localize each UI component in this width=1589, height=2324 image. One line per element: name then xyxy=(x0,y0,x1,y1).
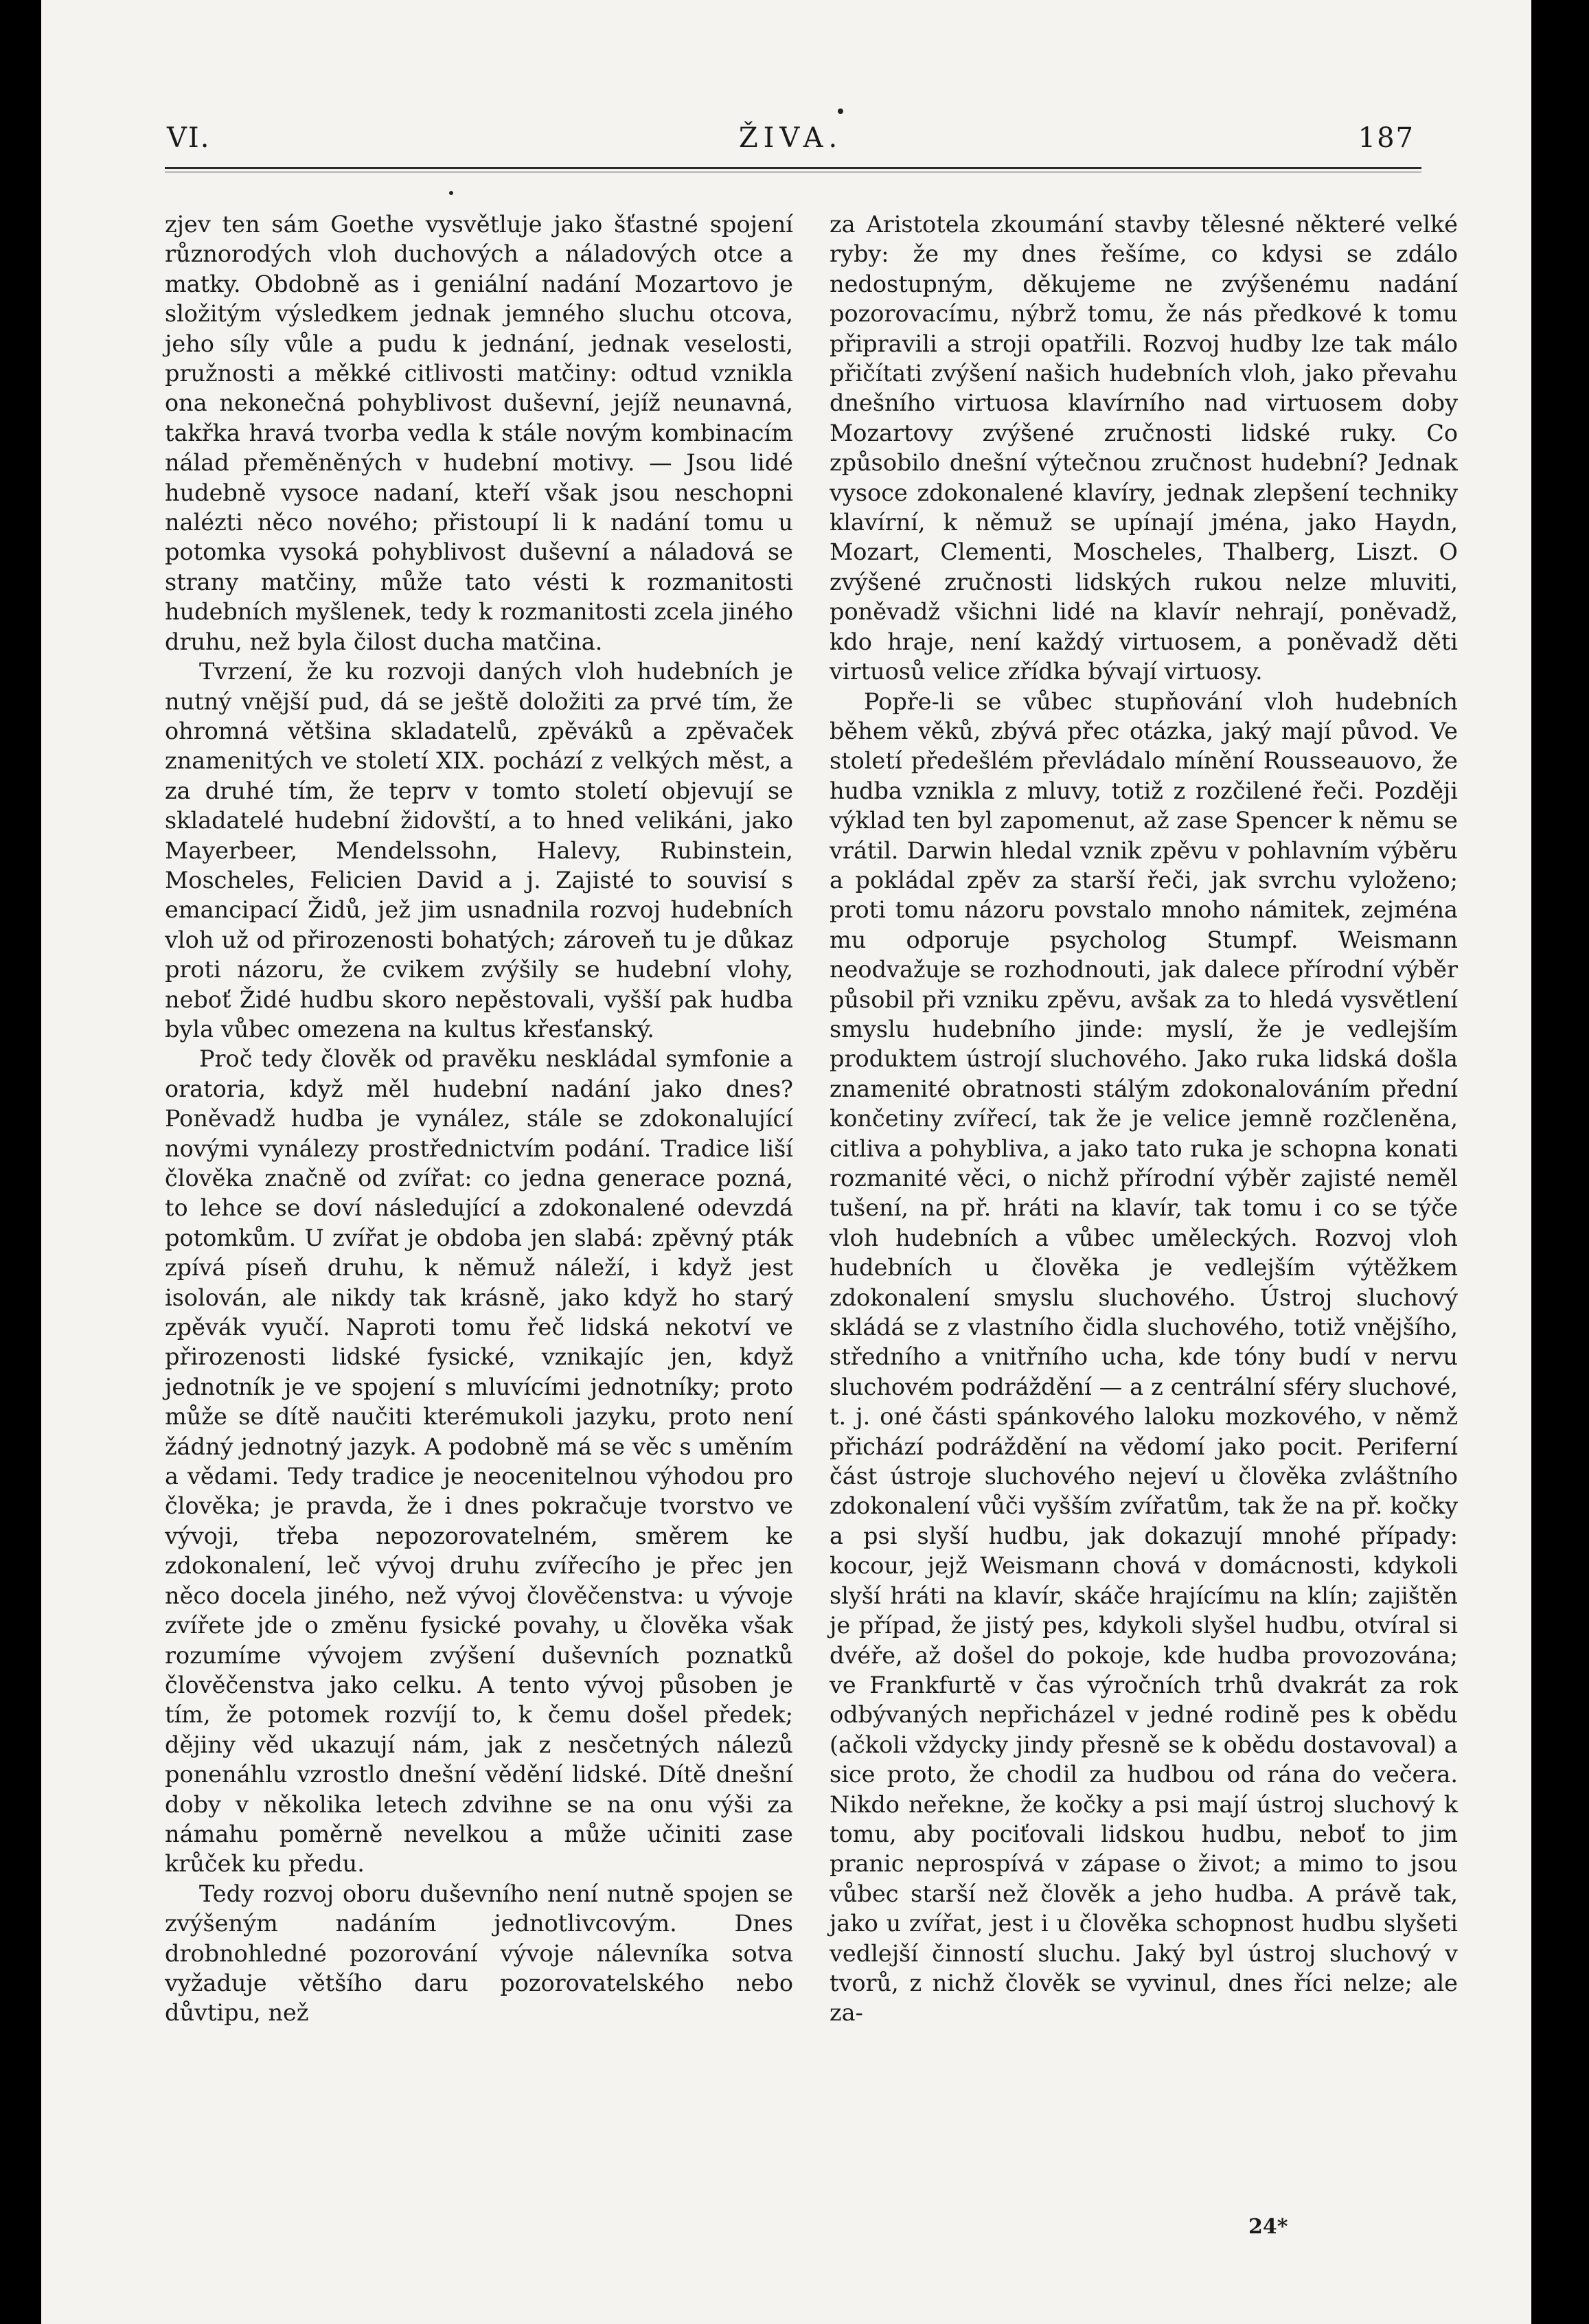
paragraph: zjev ten sám Goethe vysvětluje jako šťastné spojení různorodých vloh duchových a náladových otce a matky. Obdobně as i geniální nadání Mozartovo je složitým výsledkem jednak jemného sluchu otcova, jeho síly vůle a pudu k jednání, jednak veselosti, pružnosti a měkké citlivosti matčiny: odtud vznikla ona nekonečná pohyblivost duševní, jejíž neunavná, takřka hravá tvorba vedla k stále novým kombinacím nálad přeměněných v hudební motivy. — Jsou lidé hudebně vysoce nadaní, kteří však jsou neschopni nalézti něco nového; přistoupí li k nadání tomu u potomka vysoká pohyblivost duševní a náladová se strany matčiny, může tato vésti k rozmanitosti hudebních myšlenek, tedy k rozmanitosti zcela jiného druhu, než byla čilost ducha matčina. xyxy=(165,211,793,655)
volume-number: VI. xyxy=(167,122,211,154)
print-speck xyxy=(449,191,453,195)
running-header xyxy=(167,122,1415,162)
paragraph: Tvrzení, že ku rozvoji daných vloh hudebních je nutný vnější pud, dá se ještě doložiti za prvé tím, že ohromná většina skladatelů, zpěváků a zpěvaček znamenitých ve století XIX. pochází z velkých měst, a za druhé tím, že teprv v tomto století objevují se skladatelé hudební židovští, a to hned velikáni, jako Mayerbeer, Mendelssohn, Halevy, Rubinstein, Moscheles, Felicien David a j. Zajisté to souvisí s emancipací Židů, jež jim usnadnila rozvoj hudebních vloh už od přirozenosti bohatých; zároveň tu je důkaz proti názoru, že cvikem zvýšily se hudební vlohy, neboť Židé hudbu skoro nepěstovali, vyšší pak hudba byla vůbec omezena na kultus křesťanský. xyxy=(165,658,793,1043)
journal-page xyxy=(41,0,1531,2324)
paragraph: Proč tedy člověk od pravěku neskládal symfonie a oratoria, když měl hudební nadání jako dnes? Poněvadž hudba je vynález, stále se zdokonalující novými vynálezy prostřednictvím podání. Tradice liší člověka značně od zvířat: co jedna generace pozná, to lehce se doví následující a zdokonalené odevzdá potomkům. U zvířat je obdoba jen slabá: zpěvný pták zpívá píseň druhu, k němuž náleží, i když jest isolován, ale nikdy tak krásně, jako když ho starý zpěvák vyučí. Naproti tomu řeč lidská nekotví ve přirozenosti lidské fysické, vznikajíc jen, když jednotník je ve spojení s mluvícími jednotníky; proto může se dítě naučiti kterémukoli jazyku, proto není žádný jednotný jazyk. A podobně má se věc s uměním a vědami. Tedy tradice je neocenitelnou výhodou pro člověka; je pravda, že i dnes pokračuje tvorstvo ve vývoji, třeba nepozorovatelném, směrem ke zdokonalení, leč vývoj druhu zvířecího je přec jen něco docela jiného, než vývoj člověčenstva: u vývoje zvířete jde o změnu fysické povahy, u člověka však rozumíme vývojem zvýšení duševních poznatků člověčenstva jako celku. A tento vývoj působen je tím, že potomek rozvíjí to, k čemu došel předek; dějiny věd ukazují nám, jak z nesčetných nálezů ponenáhlu vzrostlo dnešní vědění lidské. Dítě dnešní doby v několika letech zdvihne se na onu výši za námahu poměrně nevelkou a může učiniti zase krůček ku předu. xyxy=(165,1045,793,1878)
journal-title: ŽIVA. xyxy=(738,122,843,154)
left-column xyxy=(165,209,793,2028)
right-column xyxy=(830,209,1458,2028)
paragraph: za Aristotela zkoumání stavby tělesné některé velké ryby: že my dnes řešíme, co kdysi se zdálo nedostupným, děkujeme ne zvýšenému nadání pozorovacímu, nýbrž tomu, že nás předkové k tomu připravili a stroji opatřili. Rozvoj hudby lze tak málo přičítati zvýšení našich hudebních vloh, jako převahu dnešního virtuosa klavírního nad virtuosem doby Mozartovy zvýšené zručnosti lidské ruky. Co způsobilo dnešní výtečnou zručnost hudební? Jednak vysoce zdokonalené klavíry, jednak zlepšení techniky klavírní, k němuž se upínají jména, jako Haydn, Mozart, Clementi, Moscheles, Thalberg, Liszt. O zvýšené zručnosti lidských rukou nelze mluviti, poněvadž všichni lidé na klavír nehrají, poněvadž, kdo hraje, není každý virtuosem, a poněvadž děti virtuosů velice zřídka bývají virtuosy. xyxy=(830,211,1458,685)
paragraph: Popře-li se vůbec stupňování vloh hudebních během věků, zbývá přec otázka, jaký mají původ. Ve století předešlém převládalo mínění Rousseauovo, že hudba vznikla z mluvy, totiž z rozčilené řeči. Později výklad ten byl zapomenut, až zase Spencer k němu se vrátil. Darwin hledal vznik zpěvu v pohlavním výběru a pokládal zpěv za starší řeči, jak svrchu vyloženo; proti tomu názoru povstalo mnoho námitek, zejména mu odporuje psycholog Stumpf. Weismann neodvažuje se rozhodnouti, jak dalece přírodní výběr působil při vzniku zpěvu, avšak za to hledá vysvětlení smyslu hudebního jinde: myslí, že je vedlejším produktem ústrojí sluchového. Jako ruka lidská došla znamenité obratnosti stálým zdokonalováním přední končetiny zvířecí, tak že je velice jemně rozčleněna, citliva a pohybliva, a jako tato ruka je schopna konati rozmanité věci, o nichž přírodní výběr zajisté neměl tušení, na př. hráti na klavír, tak tomu i co se týče vloh hudebních a vůbec uměleckých. Rozvoj vloh hudebních u člověka je vedlejším výtěžkem zdokonalení smyslu sluchového. Ústroj sluchový skládá se z vlastního čidla sluchového, totiž vnějšího, středního a vnitřního ucha, kde tóny budí v nervu sluchovém podráždění — a z centrální sféry sluchové, t. j. oné části spánkového laloku mozkového, v němž přichází podráždění na vědomí jako pocit. Periferní část ústroje sluchového nejeví u člověka zvláštního zdokonalení vůči vyšším zvířatům, tak že na př. kočky a psi slyší hudbu, jak dokazují mnohé případy: kocour, jejž Weismann chová v domácnosti, kdykoli slyší hráti na klavír, skáče hrajícímu na klín; zajištěn je případ, že jistý pes, kdykoli slyšel hudbu, otvíral si dvéře, až došel do pokoje, kde hudba provozována; ve Frankfurtě v čas výročních trhů dvakrát za rok odbývaných nepřicházel v jedné rodině pes k obědu (ačkoli vždycky jindy přesně se k obědu dostavoval) a sice proto, že chodil za hudbou od rána do večera. Nikdo neřekne, že kočky a psi mají ústroj sluchový k tomu, aby pociťovali lidskou hudbu, neboť to jim pranic neprospívá v zápase o život; a mimo to jsou vůbec starší než člověk a jeho hudba. A právě tak, jako u zvířat, jest i u člověka schopnost hudbu slyšeti vedlejší činností sluchu. Jaký byl ústroj sluchový v tvorů, z nichž člověk se vyvinul, dnes říci nelze; ale za- xyxy=(830,687,1458,2027)
paragraph: Tedy rozvoj oboru duševního není nutně spojen se zvýšeným nadáním jednotlivcovým. Dnes drobnohledné pozorování vývoje nálevníka sotva vyžaduje většího daru pozorovatelského nebo důvtipu, než xyxy=(165,1880,793,2027)
header-rule xyxy=(165,167,1421,172)
signature-mark: 24* xyxy=(1248,2215,1288,2239)
print-speck xyxy=(838,109,843,114)
page-number: 187 xyxy=(1358,122,1415,154)
